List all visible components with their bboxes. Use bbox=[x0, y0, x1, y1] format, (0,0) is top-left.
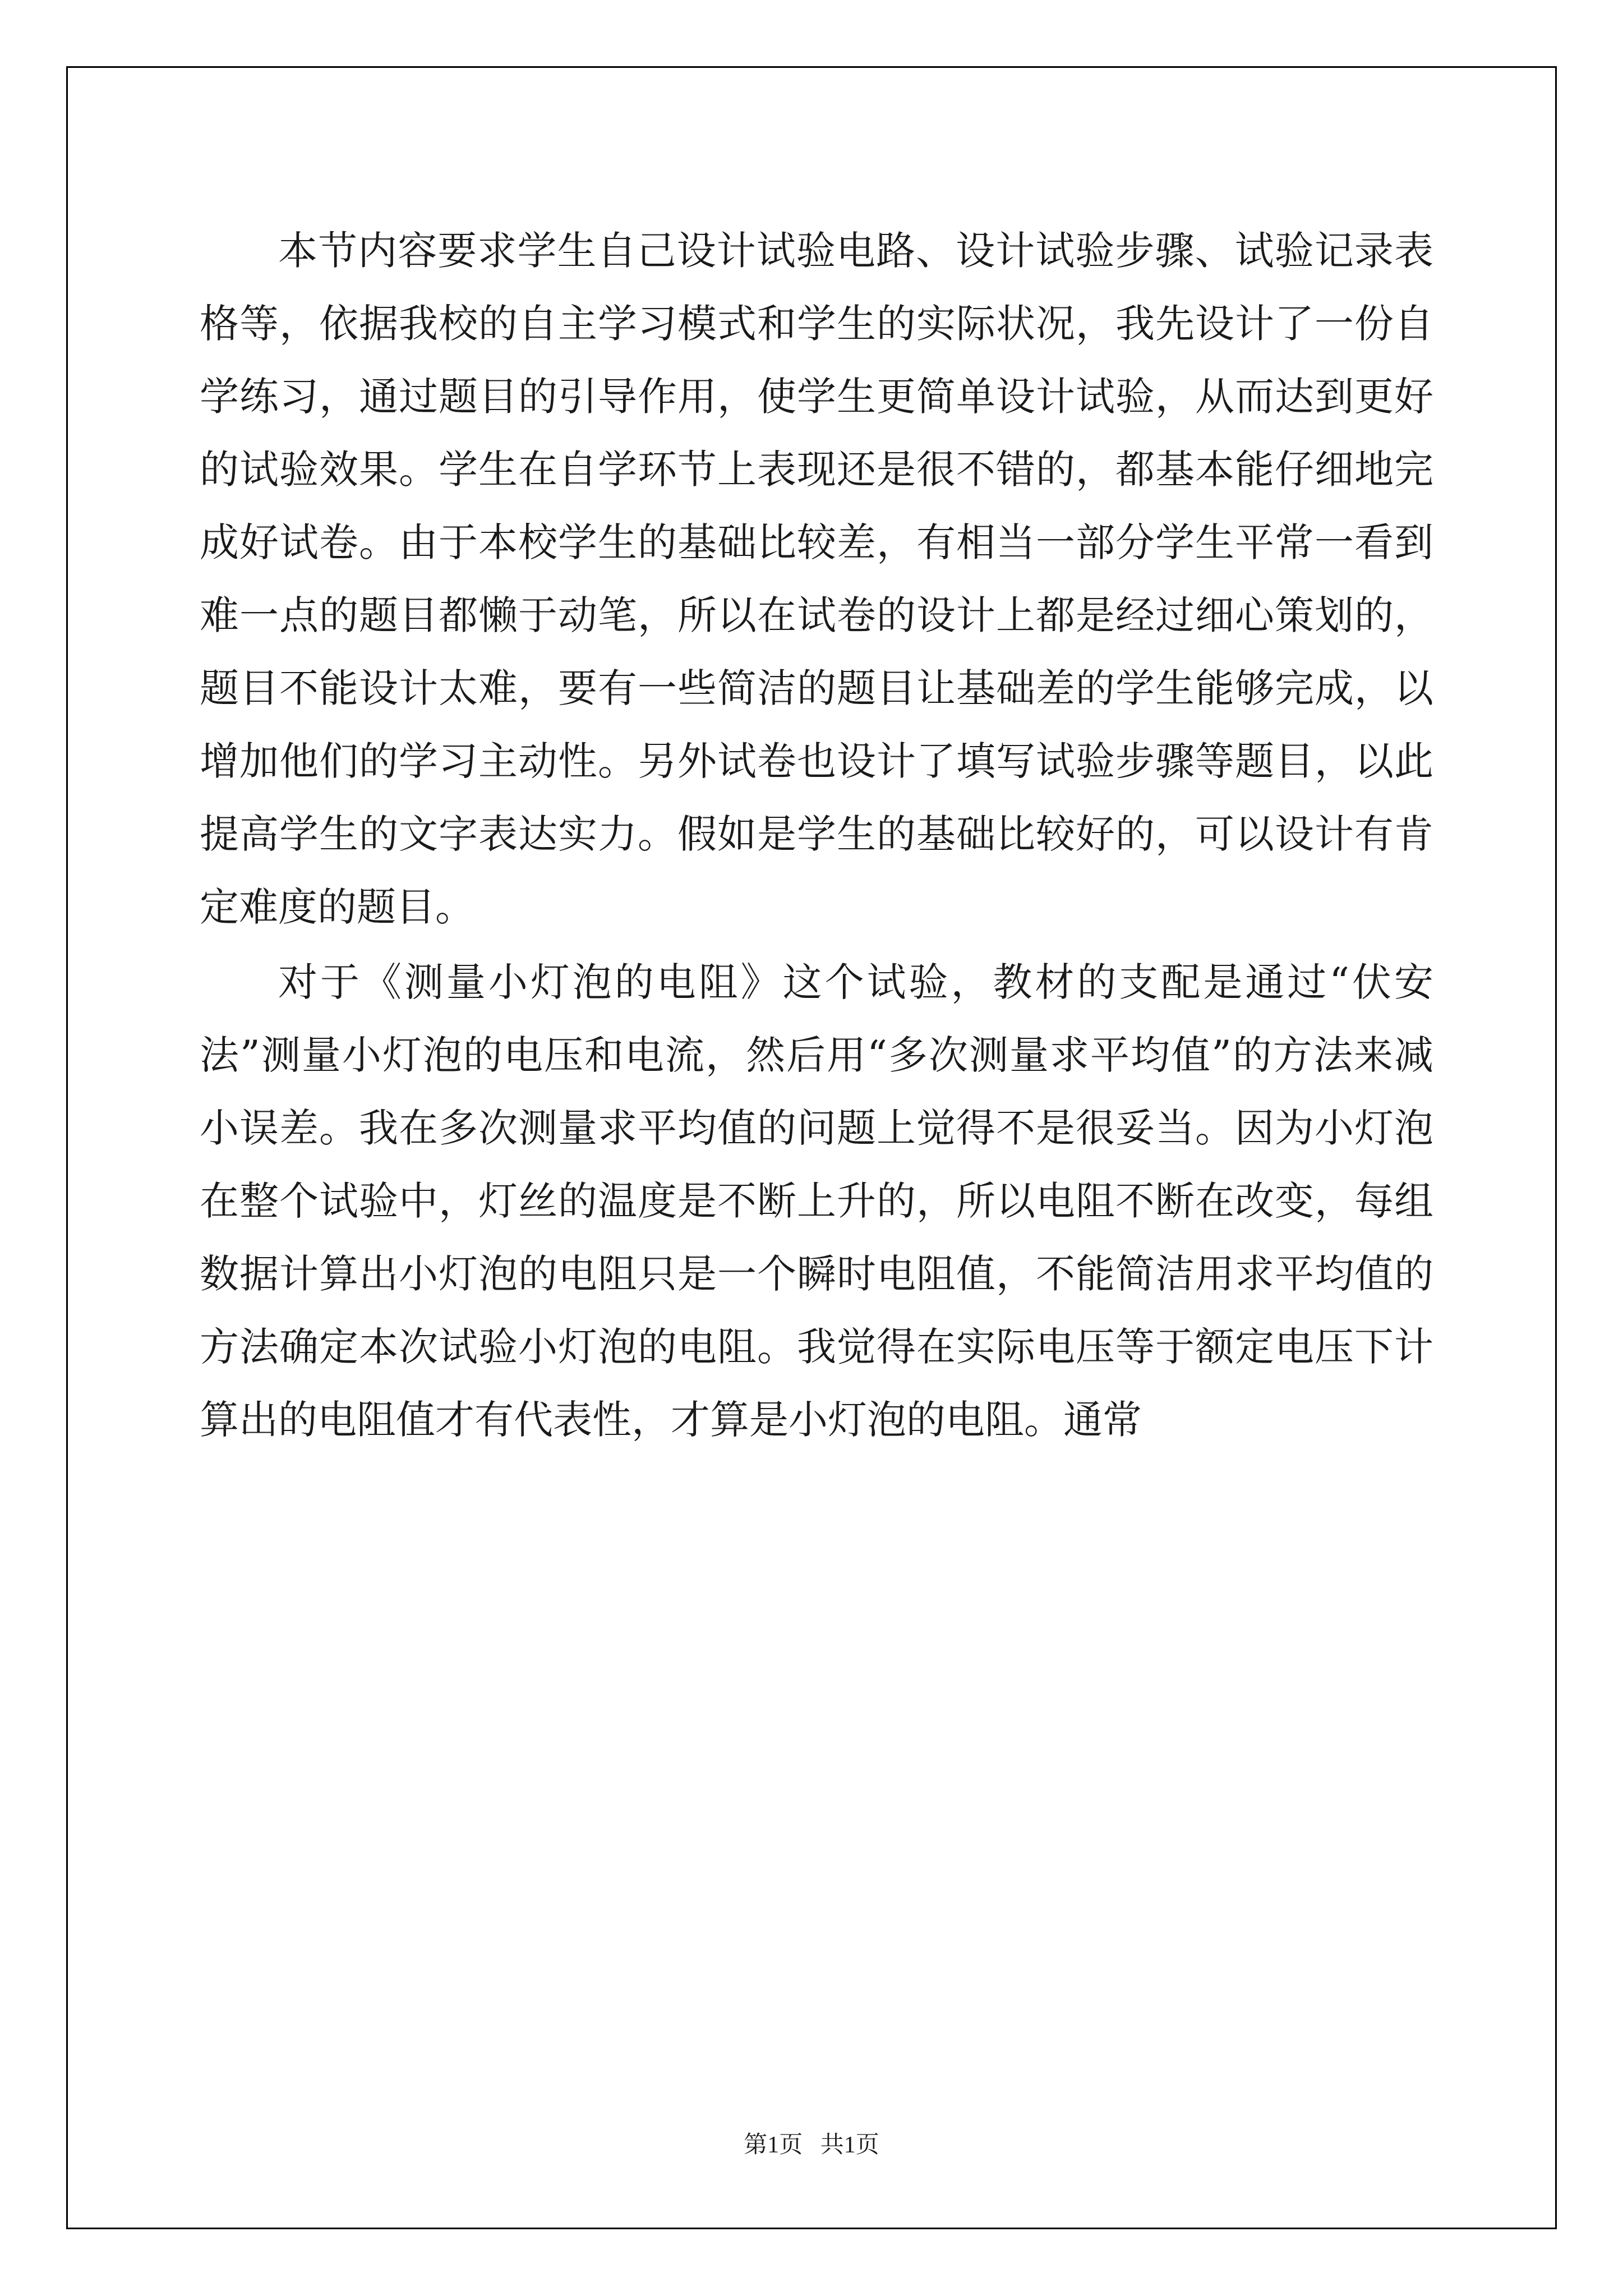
document-body bbox=[200, 214, 1433, 1456]
paragraph-experiment-design: 本节内容要求学生自己设计试验电路、设计试验步骤、试验记录表格等，依据我校的自主学习模式和学生的实际状况，我先设计了一份自学练习，通过题目的引导作用，使学生更简单设计试验，从而达到更好的试验效果。学生在自学环节上表现还是很不错的，都基本能仔细地完成好试卷。由于本校学生的基础比较差，有相当一部分学生平常一看到难一点的题目都懒于动笔，所以在试卷的设计上都是经过细心策划的，题目不能设计太难，要有一些简洁的题目让基础差的学生能够完成，以增加他们的学习主动性。另外试卷也设计了填写试验步骤等题目，以此提高学生的文字表达实力。假如是学生的基础比较好的，可以设计有肯定难度的题目。 bbox=[200, 228, 1433, 930]
page-number-footer: 第1页 共1页 bbox=[744, 2132, 879, 2158]
paragraph-bulb-resistance: 对于《测量小灯泡的电阻》这个试验，教材的支配是通过“伏安法”测量小灯泡的电压和电流，然后用“多次测量求平均值”的方法来减小误差。我在多次测量求平均值的问题上觉得不是很妥当。因为小灯泡在整个试验中，灯丝的温度是不断上升的，所以电阻不断在改变，每组数据计算出小灯泡的电阻只是一个瞬时电阻值，不能简洁用求平均值的方法确定本次试验小灯泡的电阻。我觉得在实际电压等于额定电压下计算出的电阻值才有代表性，才算是小灯泡的电阻。通常 bbox=[200, 959, 1433, 1443]
